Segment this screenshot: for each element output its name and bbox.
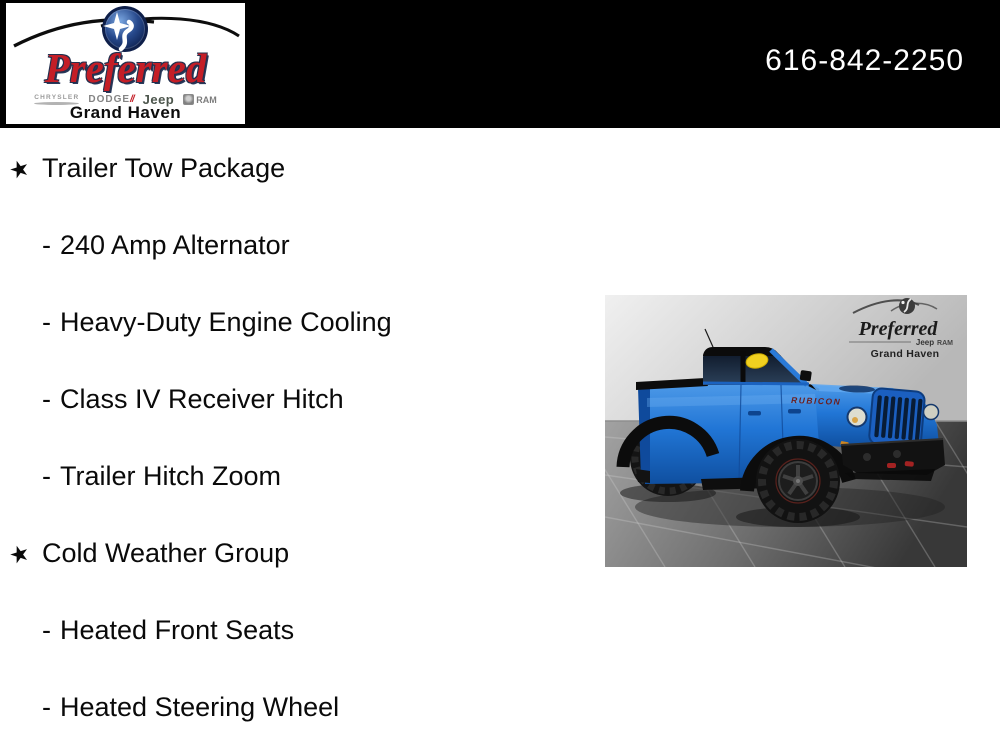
feature-item — [0, 207, 590, 284]
front-wheel — [756, 439, 840, 523]
star-bullet-icon: ★ — [5, 537, 34, 570]
star-bullet-icon: ★ — [5, 152, 34, 185]
side-mirror — [800, 370, 812, 381]
grille — [869, 388, 926, 448]
feature-item — [0, 438, 590, 515]
header-bar — [0, 0, 1000, 128]
feature-item-text: 240 Amp Alternator — [60, 230, 290, 260]
tow-hook — [887, 463, 896, 468]
dealer-logo — [6, 3, 245, 124]
feature-item — [0, 361, 590, 438]
watermark-dealer-name: Preferred — [858, 318, 938, 340]
door-handle — [788, 409, 801, 414]
watermark-jeep: Jeep — [915, 338, 935, 347]
dash-bullet: - — [42, 230, 51, 260]
chrysler-logo: CHRYSLER — [34, 94, 79, 105]
feature-group-title: Trailer Tow Package — [42, 153, 286, 183]
ram-logo: RAM — [183, 94, 217, 105]
dash-bullet: - — [42, 307, 51, 337]
feature-item — [0, 669, 590, 746]
door-handle — [748, 411, 761, 416]
feature-item — [0, 284, 590, 361]
tow-hook — [905, 461, 914, 467]
dash-bullet: - — [42, 615, 51, 645]
feature-group — [0, 130, 590, 207]
feature-group-title: Cold Weather Group — [42, 538, 290, 568]
watermark-ram: RAM — [937, 340, 953, 347]
dash-bullet: - — [42, 461, 51, 491]
feature-item — [0, 592, 590, 669]
watermark-location: Grand Haven — [870, 348, 940, 360]
headlight — [848, 408, 867, 427]
feature-group — [0, 515, 590, 592]
headlight-right — [924, 405, 939, 420]
feature-item-text: Heated Steering Wheel — [60, 692, 340, 722]
dealer-location: Grand Haven — [69, 103, 182, 122]
feature-list — [0, 130, 590, 746]
dodge-logo: DODGE// — [88, 94, 134, 105]
vehicle-photo-scene — [605, 295, 967, 567]
vehicle-photo — [605, 295, 967, 567]
feature-item-text: Heated Front Seats — [60, 615, 295, 645]
dodge-slashes-icon: // — [130, 94, 134, 105]
jeep-logo: Jeep — [142, 92, 175, 107]
feature-item-text: Trailer Hitch Zoom — [60, 461, 282, 491]
hood-decal: RUBICON — [790, 395, 842, 407]
dash-bullet: - — [42, 692, 51, 722]
dash-bullet: - — [42, 384, 51, 414]
phone-number: 616-842-2250 — [765, 44, 964, 77]
feature-item-text: Heavy-Duty Engine Cooling — [60, 307, 392, 337]
feature-item-text: Class IV Receiver Hitch — [60, 384, 344, 414]
dealer-name: Preferred — [44, 45, 207, 91]
